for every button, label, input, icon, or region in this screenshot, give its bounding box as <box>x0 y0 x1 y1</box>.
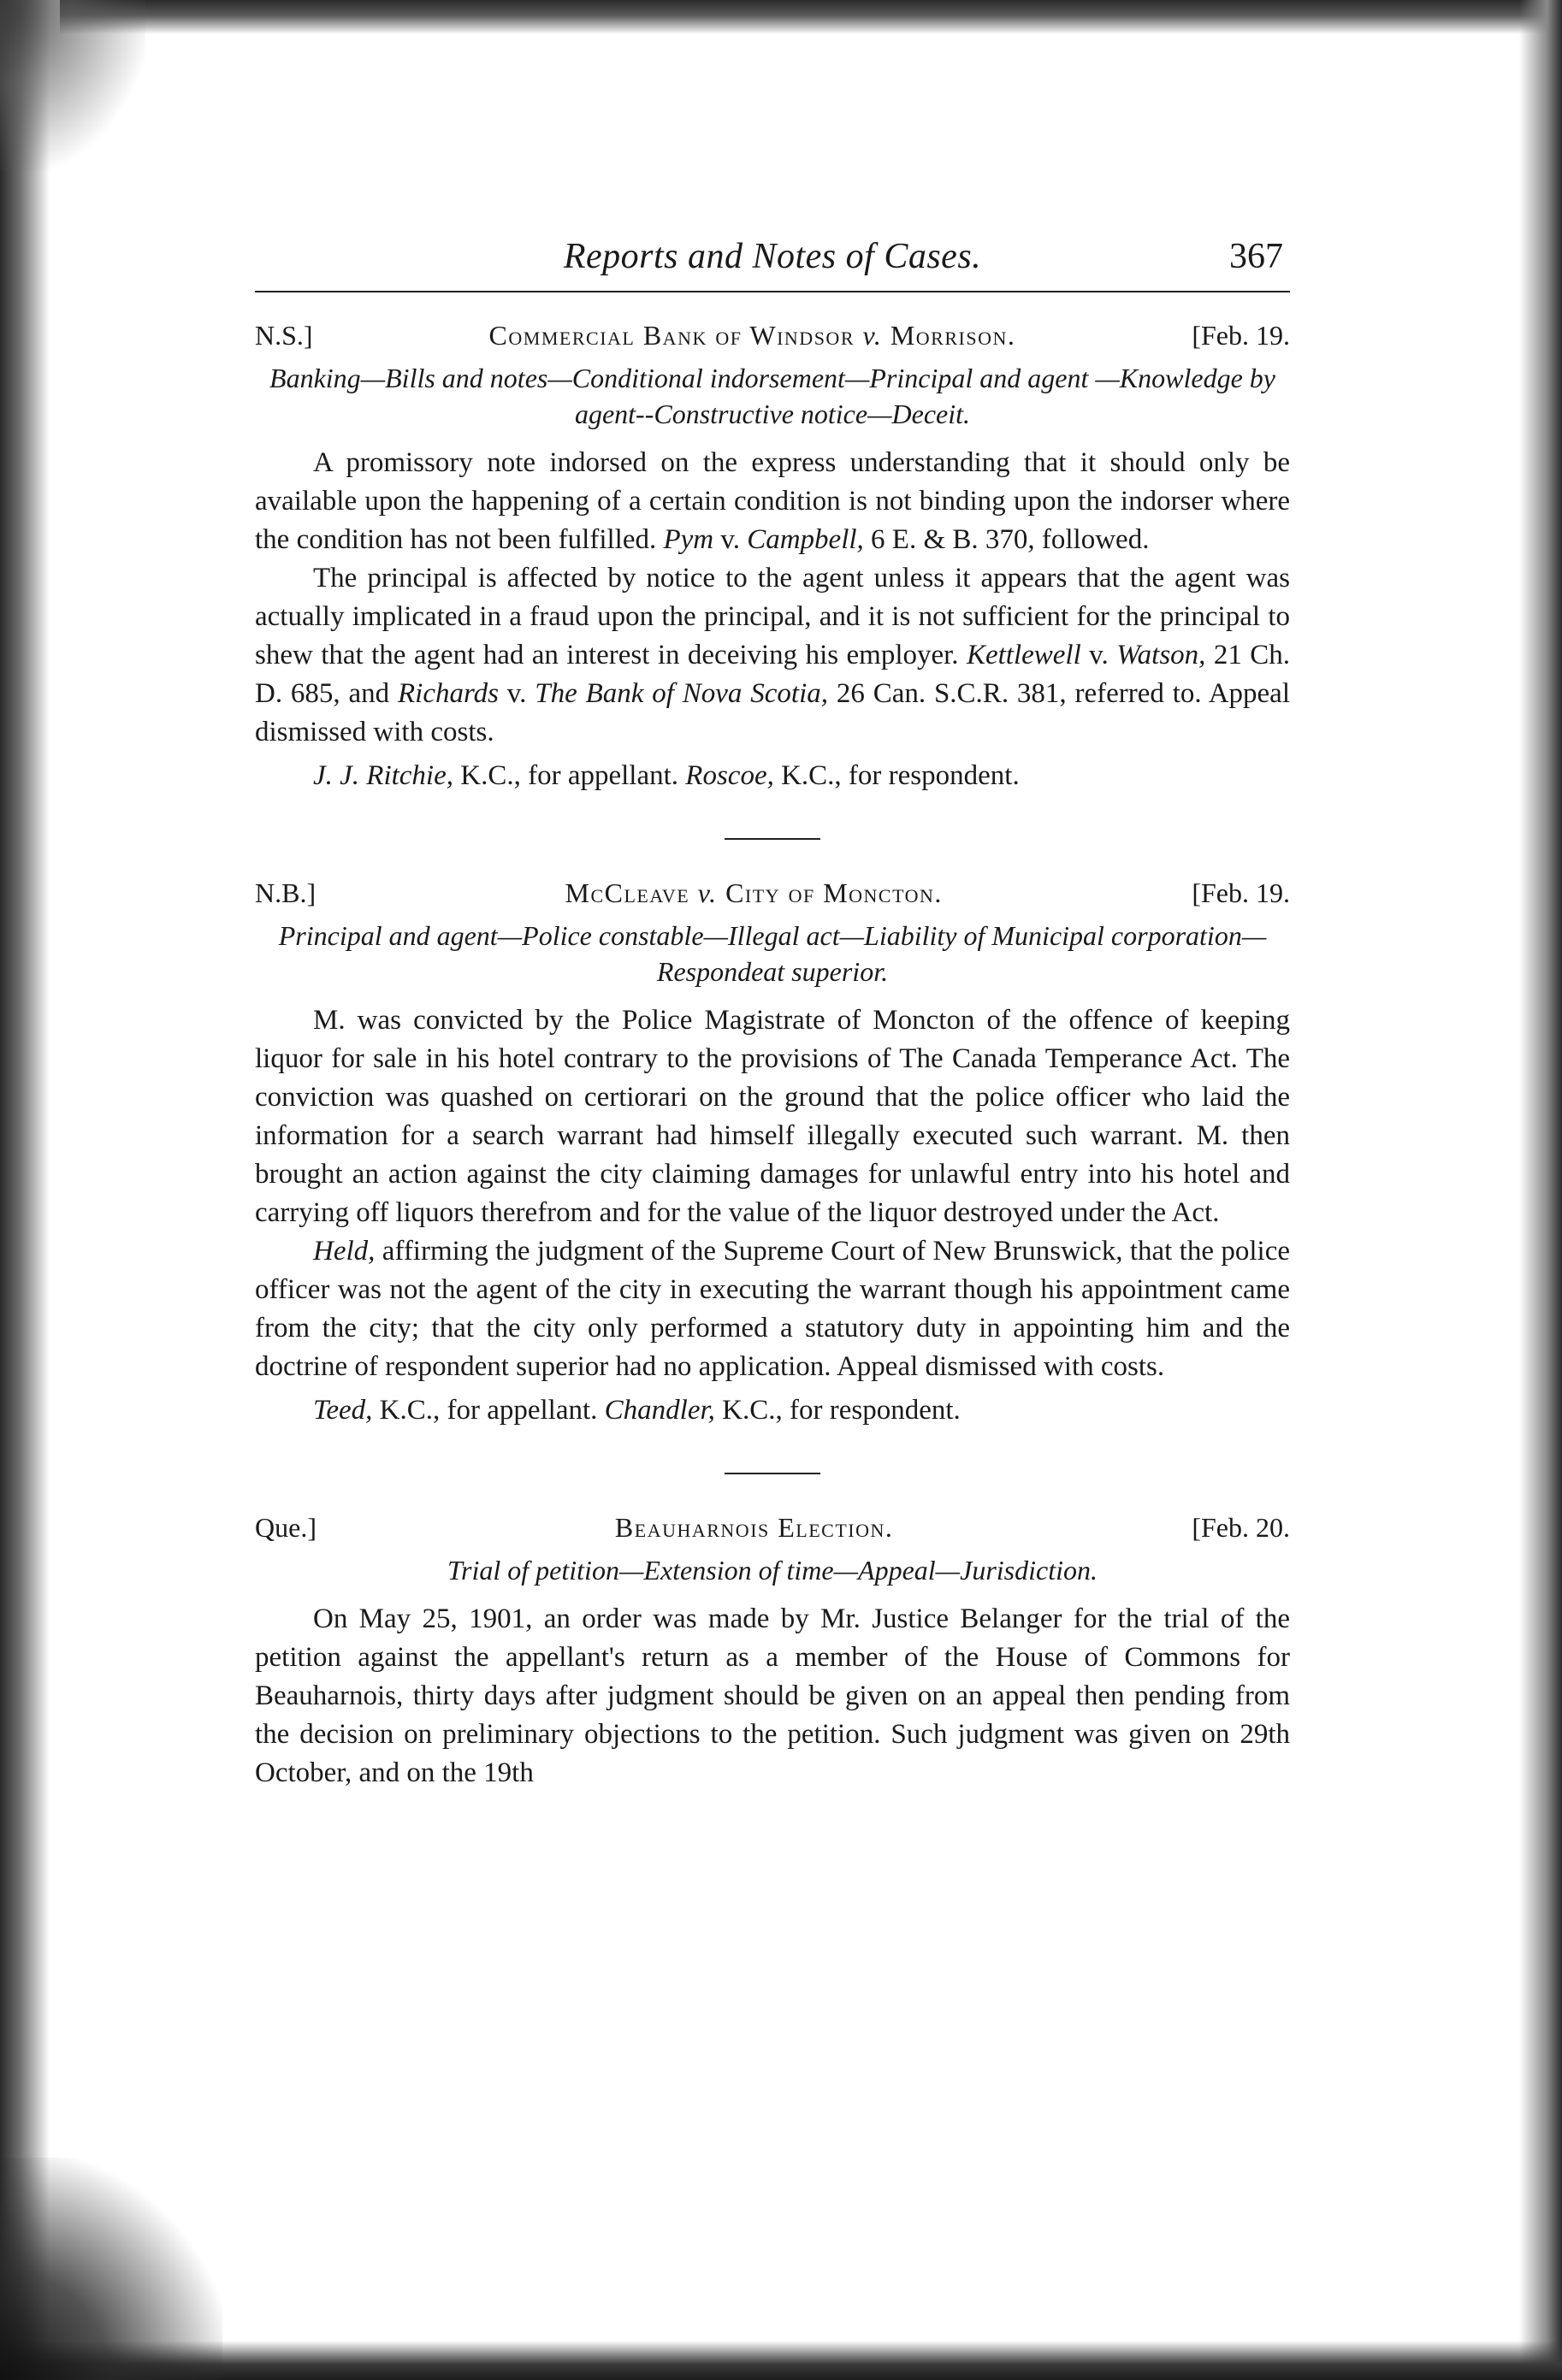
case-heading <box>255 316 1290 355</box>
text-run: 21 Ch. D. 685, and <box>255 640 1291 709</box>
scan-edge-bottom <box>0 2341 1562 2380</box>
case-date: [Feb. 19. <box>1192 320 1290 351</box>
scan-corner-top-left <box>0 0 145 171</box>
scan-edge-top <box>60 0 1562 34</box>
catchwords: Trial of petition—Extension of time—Appeal—Jurisdiction. <box>447 1555 1098 1586</box>
citation-italic: Richards <box>398 678 499 709</box>
running-title: Reports and Notes of Cases. <box>563 237 982 276</box>
citation-italic: Pym <box>663 524 714 555</box>
court-label: N.B.] <box>255 877 317 908</box>
citation-italic: Kettlewell <box>966 640 1081 670</box>
case-date: [Feb. 20. <box>1192 1512 1290 1543</box>
case-paragraph <box>255 1232 1290 1386</box>
held-italic: Held, <box>313 1236 376 1267</box>
case-versus: v. <box>697 877 718 908</box>
case-party-a: Commercial Bank of Windsor <box>488 320 855 351</box>
counsel-name: Chandler, <box>604 1395 715 1426</box>
text-run: affirming the judgment of the Supreme Court of New Brunswick, that the police officer was not the agent of the city in executing the warrant though his appointment came from the city; that the city only performed a statutory duty in appointing him and the doctrine of respondent superior had no application. Appeal dismissed with costs. <box>255 1236 1290 1382</box>
citation-italic: Campbell, <box>747 524 864 555</box>
case-beauharnois-election <box>255 1509 1290 1792</box>
text-run: K.C., for respondent. <box>773 760 1020 791</box>
text-run: K.C., for respondent. <box>714 1395 961 1426</box>
text-run: v. <box>713 524 748 555</box>
text-run: v. <box>498 678 535 709</box>
counsel-line <box>255 1391 1290 1430</box>
case-paragraph <box>255 1600 1290 1792</box>
text-run: The principal is affected by notice to the agent unless it appears that the agent was actually implicated in a fraud upon the principal, and it is not sufficient for the principal to shew that the agent had an interest in deceiving his employer. <box>255 563 1290 670</box>
text-run: 6 E. & B. 370, followed. <box>863 524 1150 555</box>
running-header <box>255 238 1290 292</box>
text-run: v. <box>1080 640 1117 670</box>
page-number: 367 <box>1229 237 1283 276</box>
case-party-b: Morrison. <box>890 320 1016 351</box>
case-paragraph <box>255 559 1290 752</box>
scan-corner-bottom-left <box>0 2158 222 2380</box>
case-title <box>565 874 943 912</box>
text-run: M. was convicted by the Police Magistrate of Moncton of the offence of keeping liquor for sale in his hotel contrary to the provisions of The Canada Temperance Act. The conviction was quashed on certiorari on the ground that the police officer who laid the information for a search warrant had himself illegally executed such warrant. M. then brought an action against the city claiming damages for unlawful entry into his hotel and carrying off liquors therefrom and for the value of the liquor destroyed under the Act. <box>255 1005 1290 1228</box>
text-run: A promissory note indorsed on the express understanding that it should only be available upon the happening of a certain condition is not binding upon the indorser where the condition has not been fulfilled. <box>255 447 1290 555</box>
case-paragraph <box>255 444 1290 559</box>
text-run: K.C., for appellant. <box>372 1395 605 1426</box>
case-party-b: City of Moncton. <box>725 877 943 908</box>
counsel-line <box>255 757 1290 795</box>
case-paragraph <box>255 1001 1290 1232</box>
case-heading <box>255 1509 1290 1547</box>
citation-italic: Watson, <box>1116 640 1206 670</box>
court-label: N.S.] <box>255 320 313 351</box>
text-run: 26 Can. S.C.R. 381, referred to. Appeal dismissed with costs. <box>255 678 1290 747</box>
catchwords: Principal and agent—Police constable—Illegal act—Liability of Municipal corporation—Respondeat superior. <box>278 920 1267 987</box>
text-run: K.C., for appellant. <box>453 760 686 791</box>
case-date: [Feb. 19. <box>1192 877 1290 908</box>
scan-edge-left <box>0 0 50 2380</box>
case-commercial-bank-v-morrison <box>255 316 1290 795</box>
scan-edge-right <box>1519 0 1562 2380</box>
case-title <box>489 316 1016 355</box>
case-separator <box>725 838 820 840</box>
case-party-a: McCleave <box>565 877 690 908</box>
case-title: Beauharnois Election. <box>614 1512 894 1543</box>
citation-italic: The Bank of Nova Scotia, <box>535 678 828 709</box>
text-run: On May 25, 1901, an order was made by Mr. Justice Belanger for the trial of the petition against the appellant's return as a member of the House of Commons for Beauharnois, thirty days after judgment should be given on an appeal then pending from the decision on preliminary objections to the petition. Such judgment was given on 29th October, and on the 19th <box>255 1603 1290 1788</box>
counsel-name: J. J. Ritchie, <box>313 760 454 791</box>
court-label: Que.] <box>255 1512 317 1543</box>
case-versus: v. <box>862 320 883 351</box>
page-body <box>255 238 1290 1792</box>
case-mccleave-v-moncton <box>255 874 1290 1430</box>
counsel-name: Teed, <box>313 1395 373 1426</box>
case-heading <box>255 874 1290 912</box>
catchwords: Banking—Bills and notes—Conditional indorsement—Principal and agent —Knowledge by agent--Constructive notice—Deceit. <box>269 363 1275 429</box>
case-separator <box>725 1473 820 1474</box>
counsel-name: Roscoe, <box>685 760 774 791</box>
